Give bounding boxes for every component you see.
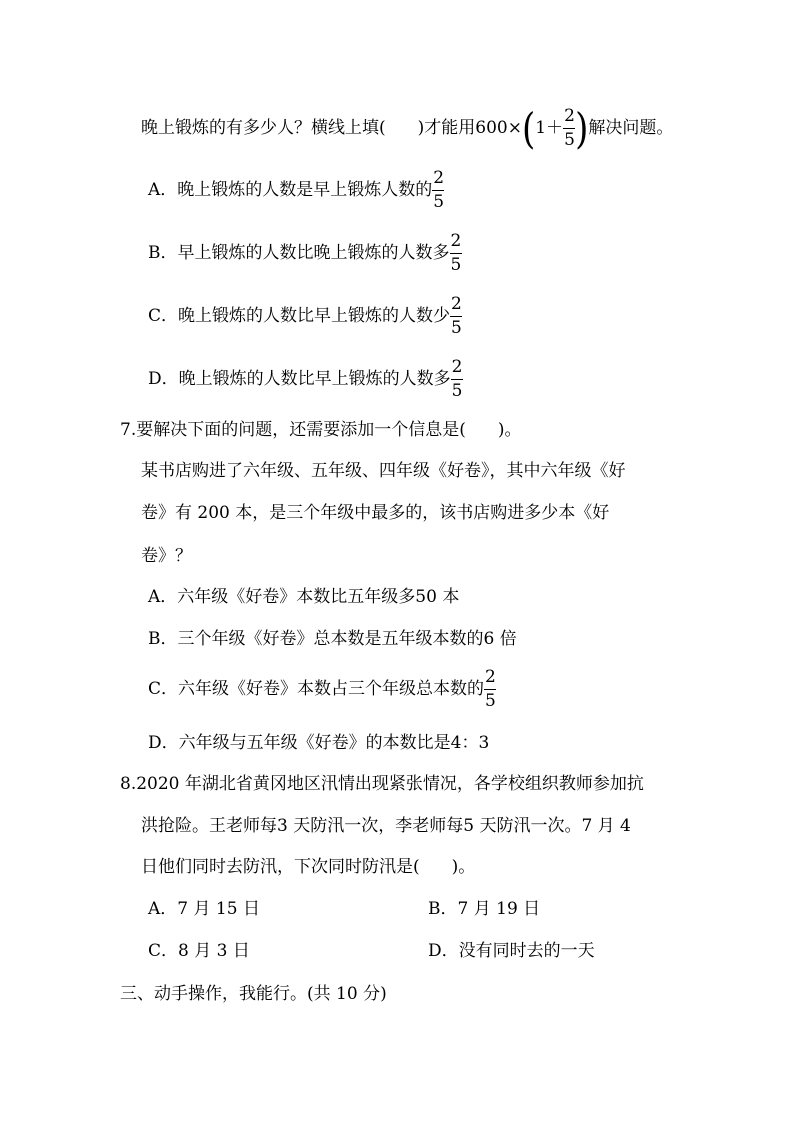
q8-option-a: A．7 月 15 日	[148, 899, 260, 919]
left-paren: (	[521, 103, 536, 154]
fraction: $\frac{2}{5}$	[433, 167, 445, 212]
q8-option-c: C．8 月 3 日	[148, 941, 250, 961]
q6-one-plus: 1＋	[535, 118, 564, 138]
q7-passage-line-1: 某书店购进了六年级、五年级、四年级《好卷》，其中六年级《好	[141, 461, 626, 481]
q8-option-d: D．没有同时去的一天	[428, 941, 595, 961]
q7-passage-line-3: 卷》？	[141, 546, 192, 566]
q8-line-2: 洪抢险。王老师每3 天防汛一次，李老师每5 天防汛一次。7 月 4	[141, 816, 631, 836]
q7-option-b: B．三个年级《好卷》总本数是五年级本数的6 倍	[148, 629, 517, 649]
q6-stem-a: 晚上锻炼的有多少人？横线上填(	[141, 118, 386, 138]
fraction: $\frac{2}{5}$	[485, 666, 496, 711]
q6-option-b: B．早上锻炼的人数比晚上锻炼的人数多 $\frac{2}{5}$	[148, 230, 462, 275]
fraction: $\frac{2}{5}$	[450, 230, 462, 275]
q6-option-a: A．晚上锻炼的人数是早上锻炼人数的 $\frac{2}{5}$	[148, 167, 445, 212]
q7-option-a: A．六年级《好卷》本数比五年级多50 本	[148, 587, 460, 607]
q6-stem-b: )才能用600×	[417, 118, 522, 138]
section-3-heading: 三、动手操作，我能行。(共 10 分)	[120, 984, 387, 1004]
q6-option-c: C．晚上锻炼的人数比早上锻炼的人数少 $\frac{2}{5}$	[148, 293, 462, 338]
q8-line-1: 8.2020 年湖北省黄冈地区汛情出现紧张情况，各学校组织教师参加抗	[120, 774, 644, 794]
q7-passage-line-2: 卷》有 200 本，是三个年级中最多的，该书店购进多少本《好	[141, 503, 610, 523]
q7-option-c: C．六年级《好卷》本数占三个年级总本数的 $\frac{2}{5}$	[148, 666, 496, 711]
fraction: $\frac{2}{5}$	[564, 105, 575, 150]
q8-option-b: B．7 月 19 日	[428, 899, 541, 919]
fraction: $\frac{2}{5}$	[451, 293, 462, 338]
q6-option-d: D．晚上锻炼的人数比早上锻炼的人数多 $\frac{2}{5}$	[148, 356, 463, 401]
fraction: $\frac{2}{5}$	[451, 356, 463, 401]
q7-stem: 7.要解决下面的问题，还需要添加一个信息是( )。	[120, 420, 522, 440]
q6-stem	[141, 103, 674, 154]
right-paren: )	[575, 103, 589, 154]
q6-stem-c: 解决问题。	[588, 118, 674, 138]
q8-line-3: 日他们同时去防汛，下次同时防汛是( )。	[141, 857, 476, 877]
q7-option-d: D．六年级与五年级《好卷》的本数比是4：3	[148, 733, 490, 753]
